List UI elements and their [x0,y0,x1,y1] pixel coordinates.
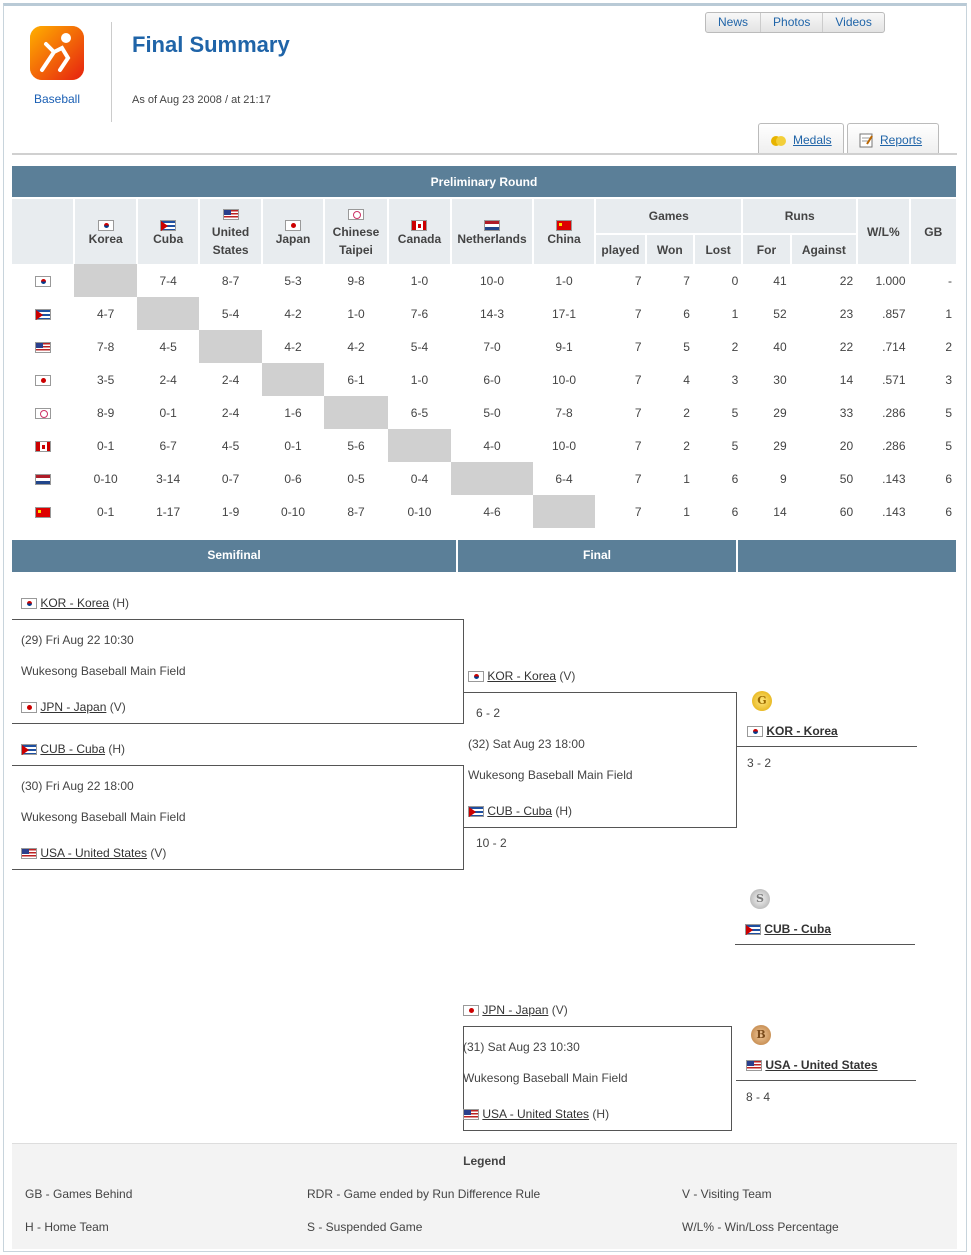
played-cell: 7 [634,405,642,420]
result-cell: 4-0 [483,438,501,453]
final-team-a-link[interactable]: KOR - Korea [487,669,557,683]
diagonal-cell [388,429,451,462]
ned-flag-icon [35,474,51,485]
against-header: Against [791,234,857,264]
col-team-4: Chinese Taipei [324,198,387,264]
bronze-line [736,1080,916,1081]
lost-cell: 1 [731,306,739,321]
row-flag-cell [12,363,74,396]
row-flag-cell [12,396,74,429]
won-cell: 1 [683,471,690,486]
result-cell: 3-14 [156,471,181,486]
preliminary-round-table [12,166,956,528]
against-cell: 33 [839,405,854,420]
result-cell: 7-8 [555,405,573,420]
runs-group-header: Runs [742,198,857,234]
bronze-medal-score: 8 - 4 [746,1090,771,1104]
bronze-team-a-link[interactable]: JPN - Japan [482,1003,549,1017]
preliminary-round-caption: Preliminary Round [12,166,956,198]
tab-reports-label: Reports [880,132,923,147]
result-cell: 6-4 [555,471,573,486]
result-cell: 6-5 [410,405,429,420]
result-cell: 4-5 [159,339,177,354]
japan-flag-icon [463,1005,479,1016]
col-team-6: Netherlands [451,198,533,264]
won-cell: 6 [683,306,690,321]
col-team-7: China [533,198,595,264]
gb-cell: 2 [945,339,952,354]
sf2-team-b-link[interactable]: USA - United States [40,846,148,860]
diagonal-cell [137,297,199,330]
col-team-2: United States [199,198,261,264]
japan-flag-icon [285,220,301,231]
sf2-team-a-link[interactable]: CUB - Cuba [40,742,106,756]
gb-cell: 3 [945,372,952,387]
result-cell: 1-17 [156,504,181,519]
gb-cell: 6 [945,471,952,486]
won-cell: 2 [683,438,690,453]
result-cell: 14-3 [479,306,505,321]
result-cell: 3-5 [97,372,115,387]
sf2-venue: Wukesong Baseball Main Field [21,810,186,824]
won-cell: 2 [683,405,690,420]
diagonal-cell [74,264,136,297]
result-cell: 8-9 [97,405,115,420]
bronze-game-venue: Wukesong Baseball Main Field [463,1071,628,1085]
result-cell: 4-2 [284,306,302,321]
table-row [12,495,956,528]
gb-cell: 6 [945,504,952,519]
for-cell: 29 [773,438,787,453]
final-team-a: KOR - Korea (V) [468,669,575,683]
gb-header: GB [910,198,957,264]
result-cell: 0-5 [347,471,365,486]
lost-cell: 6 [731,504,739,519]
result-cell: 4-2 [347,339,365,354]
result-cell: 1-0 [410,273,429,288]
played-cell: 7 [634,339,642,354]
result-cell: 10-0 [552,438,577,453]
semifinal-header: Semifinal [12,540,456,572]
for-cell: 9 [779,471,787,486]
final-team-b: CUB - Cuba (H) [468,804,572,818]
table-row [12,462,956,495]
result-cell: 10-0 [479,273,505,288]
result-cell: 2-4 [159,372,177,387]
result-cell: 6-1 [347,372,365,387]
result-cell: 7-8 [97,339,115,354]
played-cell: 7 [634,471,642,486]
bronze-team-b-link[interactable]: USA - United States [482,1107,590,1121]
row-flag-cell [12,462,74,495]
result-cell: 0-4 [410,471,429,486]
sport-label: Baseball [33,92,81,106]
gb-cell: 1 [945,306,952,321]
against-cell: 60 [839,504,854,519]
final-score-b: 10 - 2 [476,836,507,850]
china-flag-icon [556,220,572,231]
games-group-header: Games [595,198,742,234]
row-flag-cell [12,495,74,528]
won-cell: 1 [683,504,690,519]
gold-medal-icon: G [752,691,772,711]
col-team-0: Korea [74,198,136,264]
chinese-taipei-flag-icon [348,209,364,220]
result-cell: 0-10 [93,471,118,486]
medals-icon [769,132,787,148]
wl-cell: .857 [882,306,906,321]
table-row [12,264,956,297]
result-cell: 0-1 [159,405,177,420]
won-cell: 7 [683,273,690,288]
usa-flag-icon [463,1109,479,1120]
col-team-5: Canada [388,198,451,264]
lost-cell: 2 [731,339,739,354]
cuba-flag-icon [468,806,484,817]
usa-flag-icon [223,209,239,220]
for-cell: 30 [773,372,787,387]
col-team-3: Japan [262,198,324,264]
against-cell: 23 [839,306,854,321]
for-cell: 41 [773,273,787,288]
tab-medals-label: Medals [793,132,832,147]
bronze-game-team-a: JPN - Japan (V) [463,1003,568,1017]
baseball-pictogram-icon [28,24,86,82]
bronze-medal-team [746,1058,878,1072]
result-cell: 6-7 [159,438,177,453]
jpn-flag-icon [35,375,51,386]
cuba-flag-icon [745,924,761,935]
result-cell: 8-7 [347,504,365,519]
sf1-team-b: JPN - Japan (V) [21,700,126,714]
result-cell: 10-0 [552,372,577,387]
table-row [12,363,956,396]
tab-videos[interactable]: Videos [835,15,872,29]
wl-cell: .571 [882,372,906,387]
result-cell: 0-10 [281,504,306,519]
table-row [12,330,956,363]
diagonal-cell [324,396,387,429]
result-cell: 4-5 [221,438,240,453]
gold-line [737,746,917,747]
final-score-a: 6 - 2 [476,706,501,720]
wl-cell: 1.000 [875,273,906,288]
corner-cell [12,198,74,264]
against-cell: 14 [839,372,854,387]
result-cell: 5-3 [284,273,302,288]
legend-box [12,1143,957,1249]
legend-item: GB - Games Behind [25,1187,133,1201]
result-cell: 6-0 [483,372,501,387]
lost-cell: 6 [731,471,739,486]
medal-header [738,540,956,572]
result-cell: 9-8 [347,273,365,288]
lost-header: Lost [694,234,742,264]
lost-cell: 5 [731,405,739,420]
tab-photos[interactable]: Photos [761,13,823,32]
result-cell: 0-6 [284,471,302,486]
result-cell: 7-0 [483,339,501,354]
reports-icon [858,132,874,148]
played-cell: 7 [634,273,642,288]
wl-cell: .286 [882,438,906,453]
tab-news[interactable]: News [706,13,761,32]
diagonal-cell [451,462,533,495]
header-divider [111,22,112,122]
result-cell: 7-6 [410,306,429,321]
col-team-1: Cuba [137,198,199,264]
sf1-team-a-link[interactable]: KOR - Korea [40,596,110,610]
wl-cell: .143 [882,504,906,519]
canada-flag-icon [411,220,427,231]
result-cell: 4-7 [97,306,115,321]
result-cell: 0-1 [97,438,115,453]
legend-title: Legend [463,1154,506,1168]
played-cell: 7 [634,306,642,321]
lost-cell: 0 [731,273,739,288]
result-cell: 1-9 [221,504,240,519]
result-cell: 0-1 [97,504,115,519]
final-header: Final [458,540,736,572]
header-rule [12,153,957,155]
bronze-medal-team-link[interactable]: USA - United States [765,1058,878,1072]
tab-reports[interactable] [847,123,939,155]
bronze-medal-icon: B [751,1025,771,1045]
page-title: Final Summary [132,32,290,57]
final-venue: Wukesong Baseball Main Field [468,768,633,782]
result-cell: 17-1 [552,306,577,321]
for-cell: 14 [773,504,787,519]
played-cell: 7 [634,438,642,453]
row-flag-cell [12,429,74,462]
for-header: For [742,234,790,264]
legend-item: RDR - Game ended by Run Difference Rule [307,1187,541,1201]
tab-medals[interactable] [758,123,844,155]
gb-cell: 5 [945,405,952,420]
diagonal-cell [199,330,261,363]
kor-flag-icon [35,276,51,287]
korea-flag-icon [468,671,484,682]
against-cell: 20 [839,438,854,453]
row-flag-cell [12,264,74,297]
sf2-info: (30) Fri Aug 22 18:00 [21,779,134,793]
result-cell: 5-6 [347,438,365,453]
silver-medal-icon: S [750,889,770,909]
legend-item: H - Home Team [25,1220,109,1234]
gold-score: 3 - 2 [747,756,772,770]
diagonal-cell [533,495,595,528]
result-cell: 5-4 [221,306,240,321]
usa-flag-icon [746,1060,762,1071]
lost-cell: 3 [731,372,739,387]
table-row [12,396,956,429]
gb-cell: - [948,273,952,288]
result-cell: 5-0 [483,405,501,420]
result-cell: 9-1 [555,339,573,354]
result-cell: 1-0 [347,306,365,321]
netherlands-flag-icon [484,220,500,231]
sf1-team-a: KOR - Korea (H) [21,596,129,610]
table-row [12,429,956,462]
for-cell: 52 [773,306,787,321]
legend-item: S - Suspended Game [307,1220,423,1234]
cuba-flag-icon [160,220,176,231]
sf2-team-b: USA - United States (V) [21,846,166,860]
row-flag-cell [12,330,74,363]
korea-flag-icon [747,726,763,737]
result-cell: 0-10 [407,504,432,519]
as-of-timestamp: As of Aug 23 2008 / at 21:17 [132,94,271,106]
for-cell: 40 [773,339,787,354]
result-cell: 1-0 [410,372,429,387]
usa-flag-icon [21,848,37,859]
result-cell: 1-0 [555,273,573,288]
wl-header: W/L% [857,198,909,264]
result-cell: 4-2 [284,339,302,354]
played-header: played [595,234,645,264]
korea-flag-icon [21,598,37,609]
sf1-team-b-link[interactable]: JPN - Japan [40,700,107,714]
won-cell: 5 [683,339,690,354]
wl-cell: .714 [882,339,906,354]
table-row [12,297,956,330]
korea-flag-icon [98,220,114,231]
usa-flag-icon [35,342,51,353]
silver-team-link[interactable]: CUB - Cuba [764,922,832,936]
silver-team [745,922,831,936]
silver-line [735,944,915,945]
final-team-b-link[interactable]: CUB - Cuba [487,804,553,818]
result-cell: 0-7 [221,471,240,486]
tpe-flag-icon [35,408,51,419]
result-cell: 2-4 [221,405,240,420]
legend-item: W/L% - Win/Loss Percentage [682,1220,839,1234]
lost-cell: 5 [731,438,739,453]
result-cell: 4-6 [483,504,501,519]
top-tabs [705,12,885,33]
sf2-team-a: CUB - Cuba (H) [21,742,125,756]
diagonal-cell [262,363,324,396]
won-header: Won [646,234,694,264]
chn-flag-icon [35,507,51,518]
bronze-game-team-b: USA - United States (H) [463,1107,609,1121]
japan-flag-icon [21,702,37,713]
won-cell: 4 [683,372,690,387]
gold-team-link[interactable]: KOR - Korea [766,724,838,738]
result-cell: 0-1 [284,438,302,453]
against-cell: 22 [839,273,854,288]
gold-team [747,724,838,738]
can-flag-icon [35,441,51,452]
for-cell: 29 [773,405,787,420]
wl-cell: .286 [882,405,906,420]
result-cell: 7-4 [159,273,177,288]
result-cell: 8-7 [221,273,240,288]
gb-cell: 5 [945,438,952,453]
legend-item: V - Visiting Team [682,1187,772,1201]
result-cell: 1-6 [284,405,302,420]
wl-cell: .143 [882,471,906,486]
played-cell: 7 [634,504,642,519]
cuba-flag-icon [21,744,37,755]
sf1-info: (29) Fri Aug 22 10:30 [21,633,134,647]
played-cell: 7 [634,372,642,387]
bronze-game-info: (31) Sat Aug 23 10:30 [463,1040,580,1054]
sf1-venue: Wukesong Baseball Main Field [21,664,186,678]
result-cell: 2-4 [221,372,240,387]
result-cell: 5-4 [410,339,429,354]
row-flag-cell [12,297,74,330]
against-cell: 22 [839,339,854,354]
cub-flag-icon [35,309,51,320]
against-cell: 50 [839,471,854,486]
final-info: (32) Sat Aug 23 18:00 [468,737,585,751]
